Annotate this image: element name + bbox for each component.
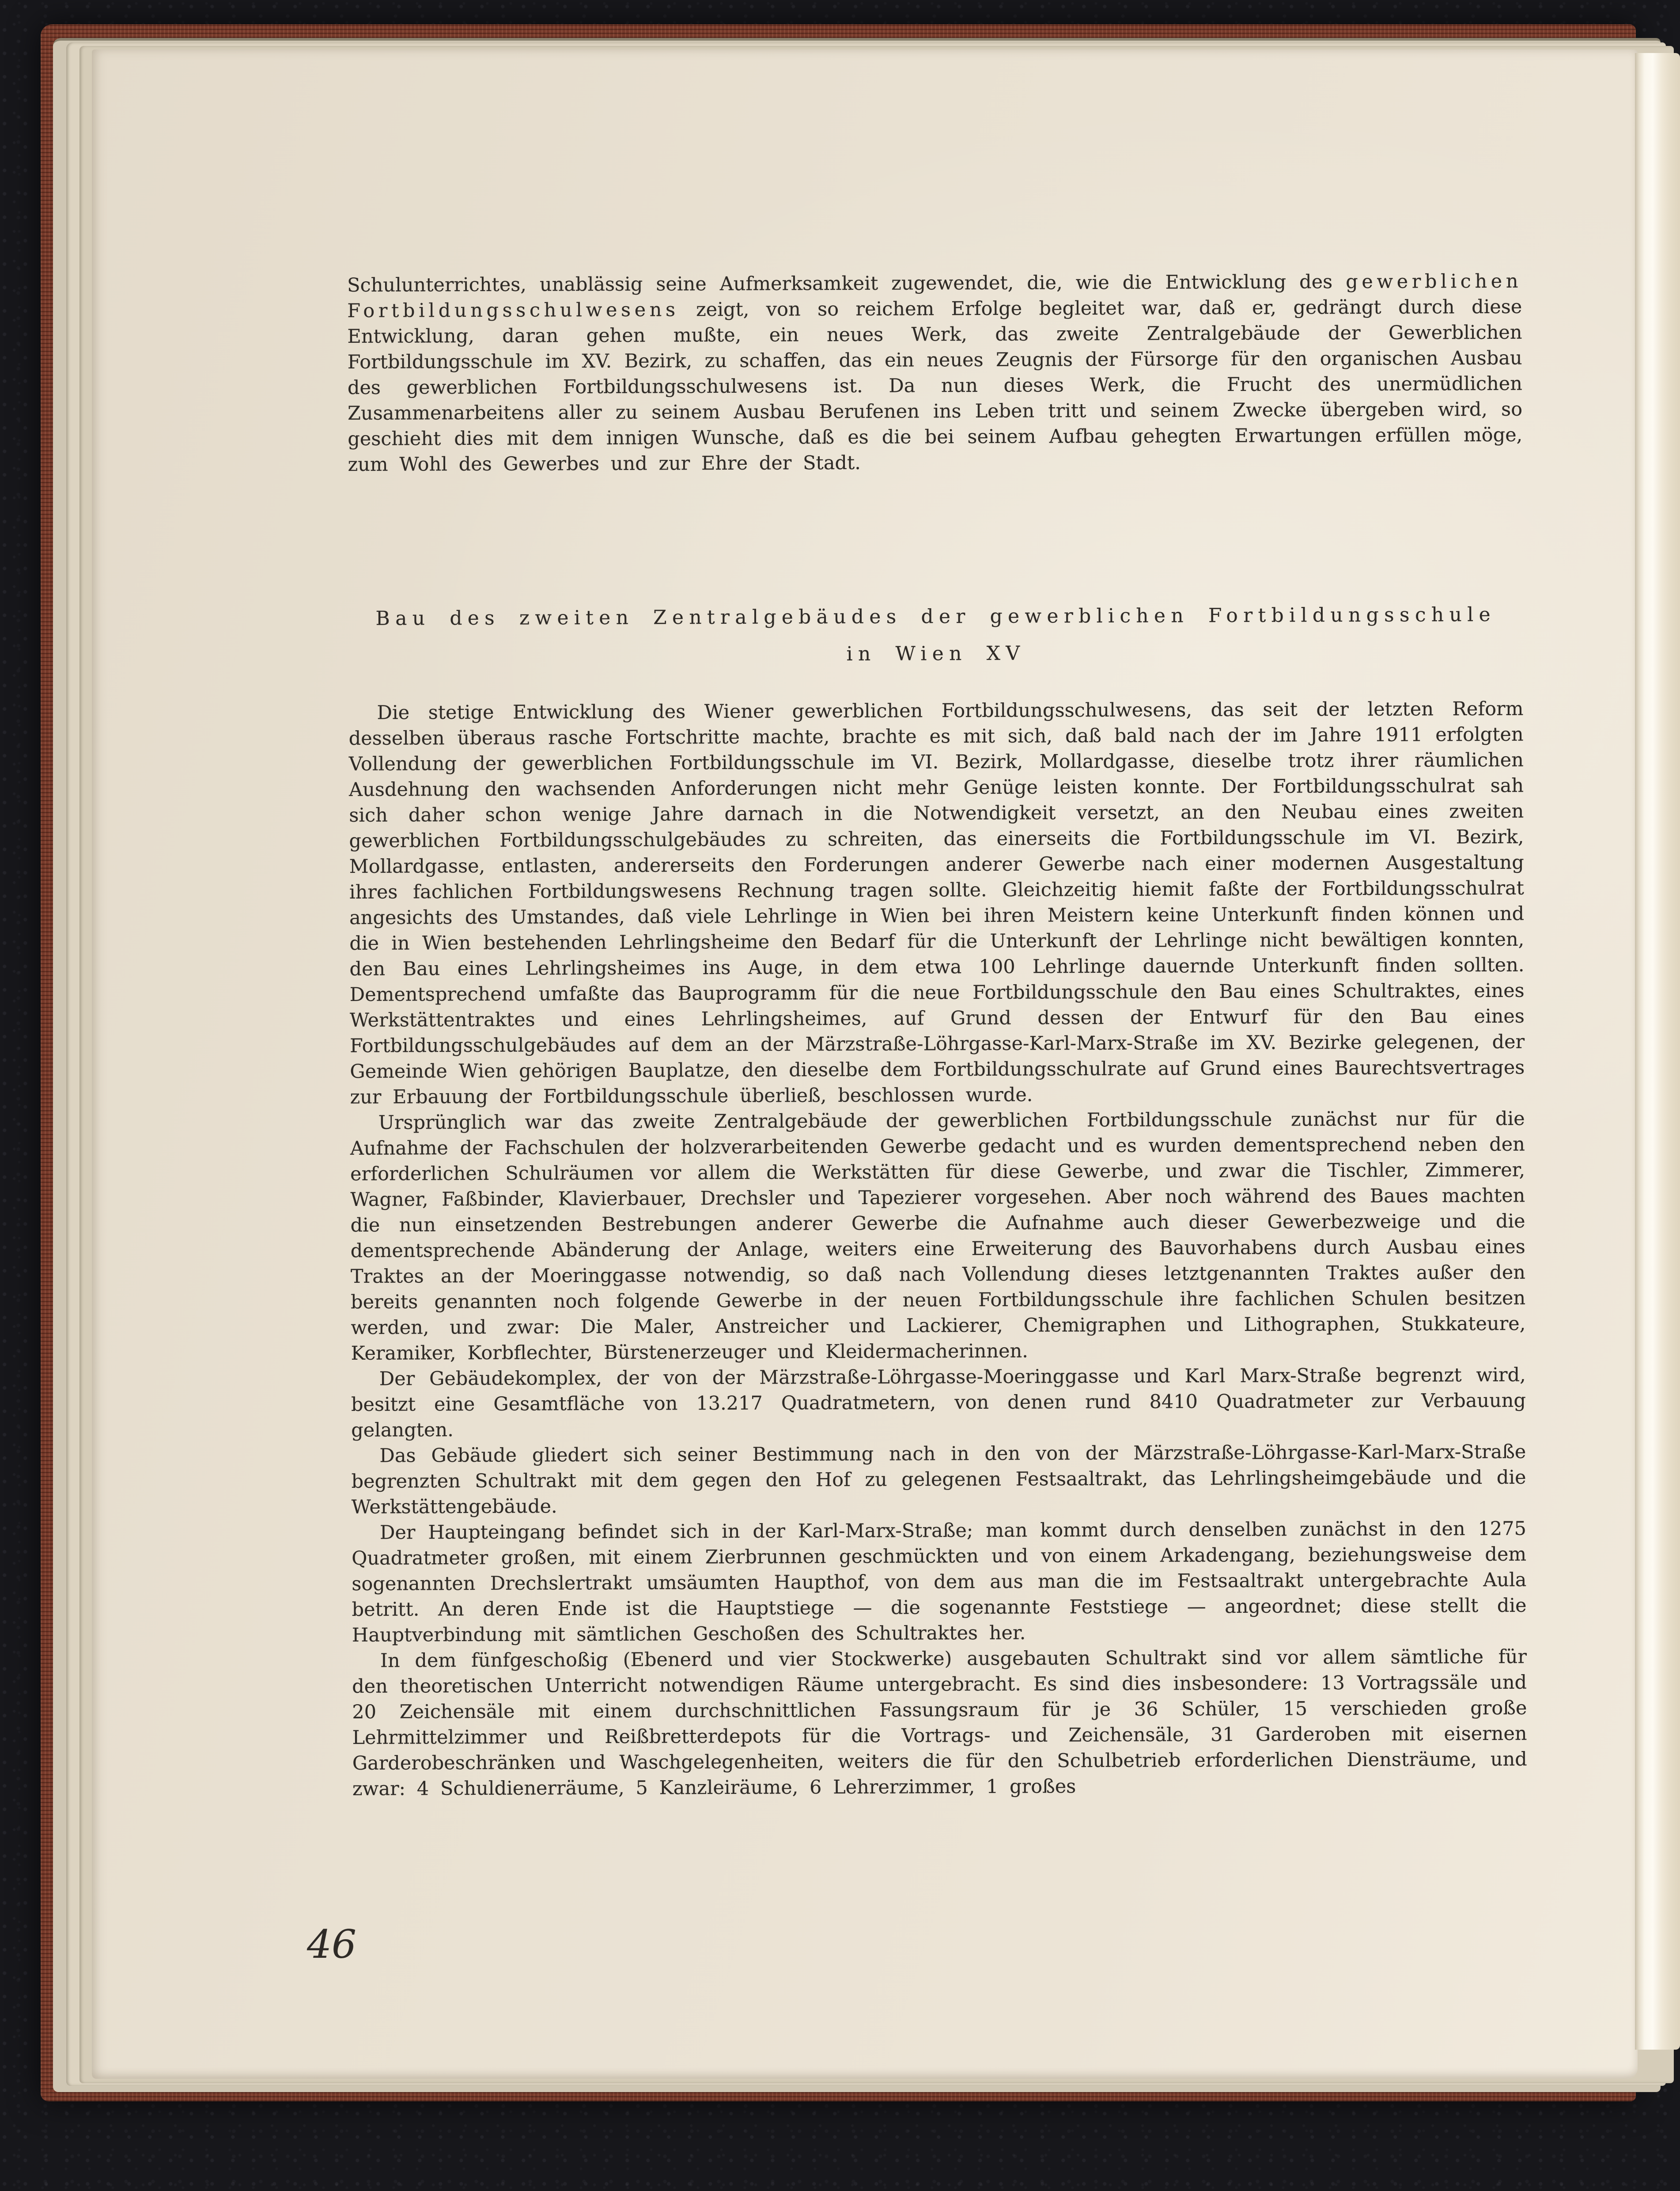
paragraph: Der Haupteingang befindet sich in der Karl-Marx-Straße; man kommt durch denselben zunächst in den 1275 Quadratmeter großen, mit einem Zierbrunnen geschmückten und von einem Arkadengang, beziehungsweise dem sogenannten Drechslertrakt umsäumten Haupthof, von dem aus man die im Festsaaltrakt untergebrachte Aula betritt. An deren Ende ist die Hauptstiege — die sogenannte Feststiege — angeordnet; diese stellt die Hauptverbindung mit sämtlichen Geschoßen des Schultraktes her.	[352, 1517, 1527, 1646]
section-heading-line1: Bau des zweiten Zentralgebäudes der gewerblichen Fortbildungsschule	[375, 603, 1496, 630]
letterspaced-phrase: gewerblichen Fortbildungsschulwesens	[347, 270, 1522, 322]
paragraph: Ursprünglich war das zweite Zentralgebäude der gewerblichen Fortbildungsschule zunächst nur für die Aufnahme der Fachschulen der holzverarbeitenden Gewerbe gedacht und es wurden dementsprechend neben den erforderlichen Schulräumen vor allem die Werkstätten für diese Gewerbe, und zwar die Tischler, Zimmerer, Wagner, Faßbinder, Klavierbauer, Drechsler und Tapezierer vorgesehen. Aber noch während des Baues machten die nun einsetzenden Bestrebungen anderer Gewerbe die Aufnahme auch dieser Gewerbezweige und die dementsprechende Abänderung der Anlage, weiters eine Erweiterung des Bauvorhabens durch Ausbau eines Traktes an der Moeringgasse notwendig, so daß nach Vollendung dieses letztgenannten Traktes außer den bereits genannten noch folgende Gewerbe in der neuen Fortbildungsschule ihre fachlichen Schulen besitzen werden, und zwar: Die Maler, Anstreicher und Lackierer, Chemigraphen und Lithographen, Stukkateure, Keramiker, Korbflechter, Bürstenerzeuger und Kleidermacherinnen.	[350, 1107, 1526, 1365]
section-heading-line2: in Wien XV	[846, 642, 1025, 666]
book-page	[92, 49, 1638, 2079]
page-number: 46	[307, 1922, 356, 1967]
paragraph-continued-from-previous-page	[347, 269, 1523, 478]
paragraph: Das Gebäude gliedert sich seiner Bestimmung nach in den von der Märzstraße-Löhrgasse-Karl-Marx-Straße begrenzten Schultrakt mit dem gegen den Hof zu gelegenen Festsaaltrakt, das Lehrlingsheimgebäude und die Werkstättengebäude.	[351, 1440, 1526, 1518]
paragraph: In dem fünfgeschoßig (Ebenerd und vier Stockwerke) ausgebauten Schultrakt sind vor allem sämtliche für den theoretischen Unterricht notwendigen Räume untergebracht. Es sind dies insbesondere: 13 Vortragssäle und 20 Zeichensäle mit einem durchschnittlichen Fassungsraum für je 36 Schüler, 15 verschieden große Lehrmittelzimmer und Reißbretterdepots für die Vortrags- und Zeichensäle, 31 Garderoben mit eisernen Garderobeschränken und Waschgelegenheiten, weiters die für den Schulbetrieb erforderlichen Diensträume, und zwar: 4 Schuldienerräume, 5 Kanzleiräume, 6 Lehrerzimmer, 1 großes	[352, 1645, 1527, 1800]
section-heading	[348, 596, 1524, 675]
paragraph: Der Gebäudekomplex, der von der Märzstraße-Löhrgasse-Moeringgasse und Karl Marx-Straße begrenzt wird, besitzt eine Gesamtfläche von 13.217 Quadratmetern, von denen rund 8410 Quadratmeter zur Verbauung gelangten.	[351, 1364, 1526, 1441]
paragraph-text: Schulunterrichtes, unablässig seine Aufmerksamkeit zugewendet, die, wie die Entwicklung des	[347, 271, 1346, 296]
paragraph: Die stetige Entwicklung des Wiener gewerblichen Fortbildungsschulwesens, das seit der letzten Reform desselben überaus rasche Fortschritte machte, brachte es mit sich, daß bald nach der im Jahre 1911 erfolgten Vollendung der gewerblichen Fortbildungsschule im VI. Bezirk, Mollardgasse, dieselbe trotz ihrer räumlichen Ausdehnung den wachsenden Anforderungen nicht mehr Genüge leisten konnte. Der Fortbildungsschulrat sah sich daher schon wenige Jahre darnach in die Notwendigkeit versetzt, an den Neubau eines zweiten gewerblichen Fortbildungsschulgebäudes zu schreiten, das einerseits die Fortbildungsschule im VI. Bezirk, Mollardgasse, entlasten, andererseits den Forderungen anderer Gewerbe nach einer modernen Ausgestaltung ihres fachlichen Fortbildungswesens Rechnung tragen sollte. Gleichzeitig hiemit faßte der Fortbildungsschulrat angesichts des Umstandes, daß viele Lehrlinge in Wien bei ihren Meistern keine Unterkunft finden können und die in Wien bestehenden Lehrlingsheime den Bedarf für die Unterkunft der Lehrlinge nicht bewältigen konnten, den Bau eines Lehrlingsheimes ins Auge, in dem etwa 100 Lehrlinge dauernde Unterkunft finden sollten. Dementsprechend umfaßte das Bauprogramm für die neue Fortbildungsschule den Bau eines Schultraktes, eines Werkstättentraktes und eines Lehrlingsheimes, auf Grund dessen der Entwurf für den Bau eines Fortbildungsschulgebäudes auf dem an der Märzstraße-Löhrgasse-Karl-Marx-Straße im XV. Bezirke gelegenen, der Gemeinde Wien gehörigen Bauplatze, den dieselbe dem Fortbildungsschulrate auf Grund eines Baurechtsvertrages zur Erbauung der Fortbildungsschule überließ, beschlossen wurde.	[348, 697, 1525, 1108]
page-fore-edge-highlight	[1635, 53, 1680, 2050]
text-block	[347, 269, 1527, 1802]
paragraph-text: zeigt, von so reichem Erfolge begleitet war, daß er, gedrängt durch diese Entwicklung, daran gehen mußte, ein neues Werk, das zweite Zentralgebäude der Gewerblichen Fortbildungsschule im XV. Bezirk, zu schaffen, das ein neues Zeugnis der Fürsorge für den organischen Ausbau des gewerblichen Fortbildungsschulwesens ist. Da nun dieses Werk, die Frucht des unermüdlichen Zusammenarbeitens aller zu seinem Ausbau Berufenen ins Leben tritt und seinem Zwecke übergeben wird, so geschieht dies mit dem innigen Wunsche, daß es die bei seinem Aufbau gehegten Erwartungen erfüllen möge, zum Wohl des Gewerbes und zur Ehre der Stadt.	[347, 296, 1523, 476]
